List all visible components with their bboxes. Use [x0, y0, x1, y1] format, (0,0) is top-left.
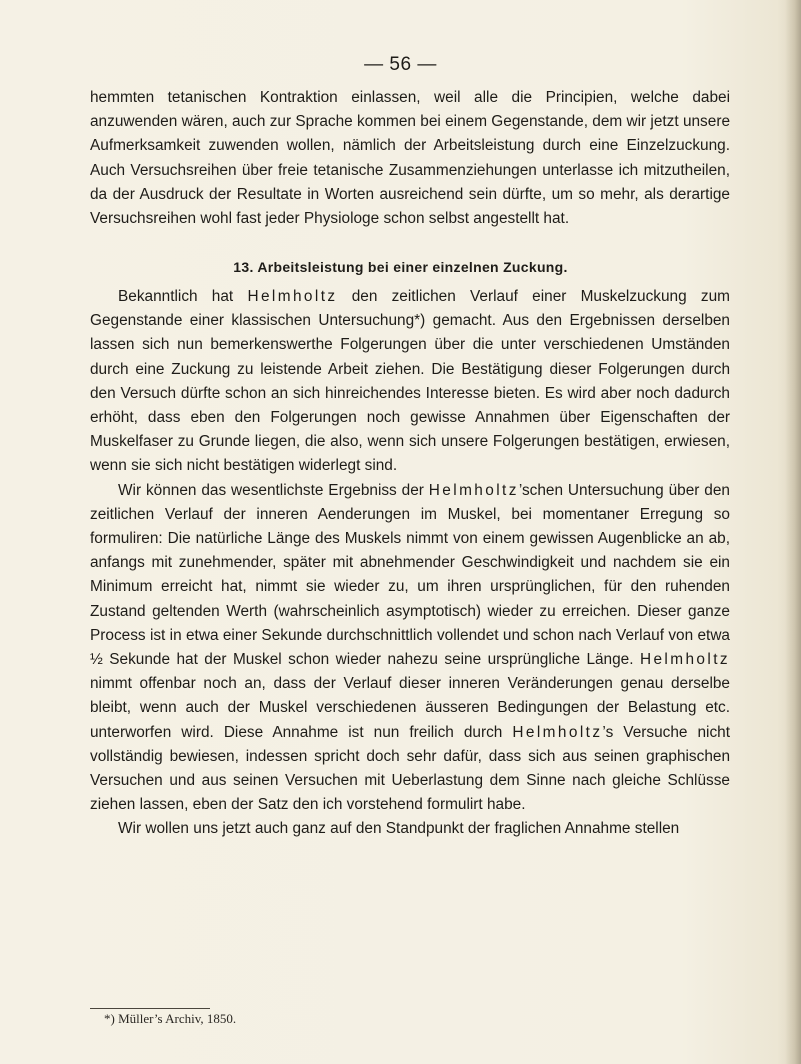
footnote-rule — [90, 1008, 210, 1009]
section-body — [90, 285, 730, 842]
page-number-header: — 56 — — [364, 54, 437, 75]
author-name: Helmholtz — [639, 651, 730, 669]
paragraph-1: hemmten tetanischen Kontraktion einlassen, weil alle die Principien, welche dabei anzuwenden wären, auch zur Sprache kommen bei einem Gegenstande, dem wir jetzt unsere Aufmerksamkeit zuwenden wollen, nämlich der Arbeitsleistung durch eine Einzelzuckung. Auch Versuchsreihen über freie tetanische Zusammenziehungen unterlasse ich mitzutheilen, da der Ausdruck der Resultate in Worten ausreichend sein dürfte, um so mehr, als derartige Versuchsreihen wohl fast jeder Physiologe schon selbst angestellt hat. — [90, 89, 730, 228]
paragraph-1-block — [90, 86, 730, 231]
paragraph-2-part-1: Bekanntlich hat — [118, 288, 234, 305]
paragraph-2 — [90, 285, 730, 479]
paragraph-4: Wir wollen uns jetzt auch ganz auf den Standpunkt der fraglichen Annahme stellen — [118, 820, 680, 838]
paragraph-3 — [90, 479, 730, 818]
paragraph-3-part-2: ’schen Untersuchung über den zeitlichen Verlauf der inneren Aenderungen im Muskel, bei momentaner Erregung so formuliren: Die natürliche Länge des Muskels nimmt von einem gewissen Augenblicke an ab, anfangs mit zunehmender, später mit abnehmender Geschwindigkeit und nachdem sie ein Minimum erreicht hat, nimmt sie wieder zu, um ihren ursprünglichen, für den ruhenden Zustand geltenden Werth (wahrscheinlich asymptotisch) wieder zu erreichen. Dieser ganze Process ist in etwa einer Sekunde durchschnittlich vollendet und schon nach Verlauf von etwa ½ Sekunde hat der Muskel schon wieder nahezu seine ursprüngliche Länge. — [90, 481, 730, 669]
paragraph-3-part-1: Wir können das wesentlichste Ergebniss der — [118, 481, 424, 499]
section-heading: 13. Arbeitsleistung bei einer einzelnen Zuckung. — [233, 259, 568, 275]
paragraph-3-part-3: nimmt offenbar noch an, dass der Verlauf dieser inneren Veränderungen genau derselbe bleibt, wenn auch der Muskel verschiedenen äusseren Bedingungen der Belastung etc. unterworfen wird. Diese Annahme ist nun freilich durch — [90, 675, 730, 741]
author-name: Helmholtz — [428, 481, 519, 499]
paragraph-2-part-2: den zeitlichen Verlauf einer Muskelzuckung zum Gegenstande einer klassischen Untersuchung*) gemacht. Aus den Ergebnissen derselben lassen sich nun bemerkenswerthe Folgerungen über die unter verschiedenen Umständen durch eine Zuckung zu leistende Arbeit ziehen. Die Bestätigung dieser Folgerungen durch den Versuch dürfte schon an sich hinreichendes Interesse bieten. Es wird aber noch dadurch erhöht, dass eben den Folgerungen noch gewisse Annahmen über Eigenschaften der Muskelfaser zu Grunde liegen, die also, wenn sich unsere Folgerungen bestätigen, erwiesen, wenn sie sich nicht bestätigen widerlegt sind. — [90, 288, 730, 475]
author-name: Helmholtz — [512, 723, 603, 741]
paragraph-3-part-4: ’s Versuche nicht vollständig bewiesen, indessen spricht doch sehr dafür, dass sich aus seinen graphischen Versuchen und aus seinen Versuchen mit Ueberlastung dem Sinne nach gleiche Schlüsse ziehen lassen, eben der Satz den ich vorstehend formulirt habe. — [90, 723, 730, 814]
footnote: *) Müller’s Archiv, 1850. — [104, 1011, 237, 1026]
page-edge-shadow — [785, 0, 801, 1064]
author-name: Helmholtz — [247, 288, 338, 305]
